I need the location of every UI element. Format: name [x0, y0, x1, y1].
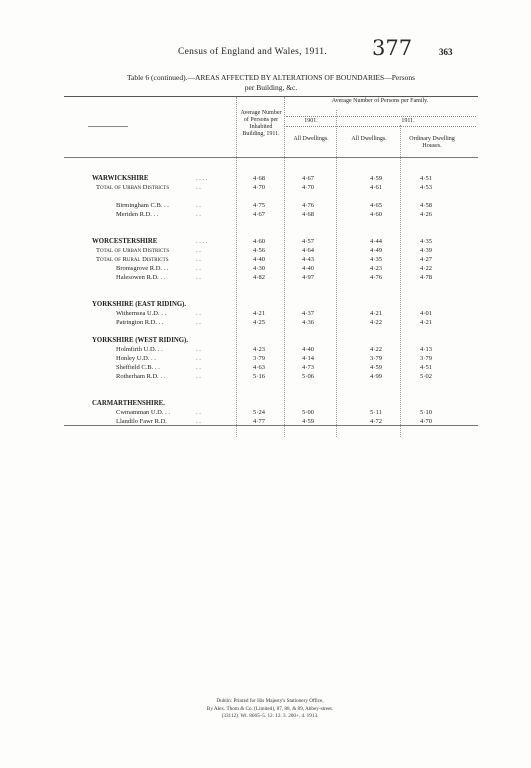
area-name: Birmingham C.B. . .	[116, 202, 169, 209]
value-cell: 4·75	[253, 202, 265, 209]
value-cell: 4·58	[420, 202, 432, 209]
value-cell: 3·79	[370, 355, 382, 362]
table-row	[0, 201, 531, 210]
value-cell: 5·00	[302, 409, 314, 416]
leader-dots: . .	[196, 256, 201, 263]
area-name: Honley U.D. . .	[116, 355, 156, 362]
leader-dots: . .	[196, 211, 201, 218]
value-cell: 4·23	[370, 265, 382, 272]
value-cell: 4·61	[370, 184, 382, 191]
value-cell: 4·21	[420, 319, 432, 326]
value-cell: 4·77	[253, 418, 265, 425]
value-cell: 4·51	[420, 175, 432, 182]
printer-imprint	[150, 698, 390, 721]
area-name: Meriden R.D. . .	[116, 211, 159, 218]
table-row	[0, 354, 531, 363]
value-cell: 4·13	[420, 346, 432, 353]
value-cell: 4·68	[302, 211, 314, 218]
value-cell: 4·49	[370, 247, 382, 254]
table-row	[0, 345, 531, 354]
spacer-row	[0, 390, 531, 399]
table-row	[0, 174, 531, 183]
value-cell: 4·70	[420, 418, 432, 425]
value-cell: 5·24	[253, 409, 265, 416]
spacer-row	[0, 219, 531, 228]
area-name: Sheffield C.B. . .	[116, 364, 160, 371]
value-cell: 4·35	[370, 256, 382, 263]
value-cell: 4·21	[370, 310, 382, 317]
leader-dots: . .	[196, 184, 201, 191]
value-cell: 4·59	[370, 175, 382, 182]
value-cell: 4·27	[420, 256, 432, 263]
leader-dots: . .	[196, 409, 201, 416]
value-cell: 4·65	[370, 202, 382, 209]
value-cell: 4·39	[420, 247, 432, 254]
county-name: WORCESTERSHIRE	[92, 238, 158, 245]
value-cell: 4·14	[302, 355, 314, 362]
county-name: WARWICKSHIRE	[92, 175, 149, 182]
spacer-row	[0, 291, 531, 300]
table-row	[0, 309, 531, 318]
handwritten-page-number: 377	[372, 36, 413, 60]
value-cell: 3·79	[253, 355, 265, 362]
leader-dots: . .	[196, 310, 201, 317]
value-cell: 4·60	[370, 211, 382, 218]
value-cell: 4·78	[420, 274, 432, 281]
table-row	[0, 408, 531, 417]
value-cell: 5·06	[302, 373, 314, 380]
spacer-row	[0, 192, 531, 201]
value-cell: 4·22	[370, 319, 382, 326]
value-cell: 5·10	[420, 409, 432, 416]
col-header-average: Average Number of Persons per Inhabited Building, 1911.	[240, 110, 282, 137]
value-cell: 4·72	[370, 418, 382, 425]
table-row	[0, 237, 531, 246]
value-cell: 4·70	[253, 184, 265, 191]
table-row	[0, 255, 531, 264]
leader-dots: . .	[196, 355, 201, 362]
stub-header-dash	[88, 126, 128, 127]
imprint-line-2: By Alex. Thom & Co. (Limited), 87, 88, & 89, Abbey-street.	[206, 705, 334, 712]
col-header-group: Average Number of Persons per Family.	[331, 98, 429, 104]
area-name: Llandilo Fawr R.D.	[116, 418, 167, 425]
value-cell: 4·67	[302, 175, 314, 182]
value-cell: 4·51	[420, 364, 432, 371]
value-cell: 4·40	[302, 265, 314, 272]
area-name: Total of Urban Districts	[96, 184, 170, 191]
value-cell: 4·30	[253, 265, 265, 272]
table-row	[0, 183, 531, 192]
value-cell: 4·22	[370, 346, 382, 353]
county-name: CARMARTHENSHIRE.	[92, 400, 165, 407]
area-name: Patrington R.D. . .	[116, 319, 164, 326]
value-cell: 4·40	[253, 256, 265, 263]
value-cell: 4·82	[253, 274, 265, 281]
value-cell: 4·56	[253, 247, 265, 254]
table-top-rule	[64, 96, 478, 97]
table-body	[0, 174, 531, 426]
table-row	[0, 264, 531, 273]
printed-page-number: 363	[439, 47, 453, 57]
col-header-all-dwellings-1901: All Dwellings.	[293, 136, 329, 142]
value-cell: 4·37	[302, 310, 314, 317]
area-name: Total of Urban Districts	[96, 247, 170, 254]
area-name: Cwmamman U.D. . .	[116, 409, 170, 416]
leader-dots: . .	[196, 373, 201, 380]
value-cell: 4·01	[420, 310, 432, 317]
value-cell: 5·11	[370, 409, 382, 416]
table-row	[0, 363, 531, 372]
value-cell: 4·68	[253, 175, 265, 182]
value-cell: 4·40	[302, 346, 314, 353]
group-header-rule	[286, 116, 476, 117]
value-cell: 4·60	[253, 238, 265, 245]
value-cell: 4·67	[253, 211, 265, 218]
value-cell: 4·73	[302, 364, 314, 371]
value-cell: 4·99	[370, 373, 382, 380]
value-cell: 4·26	[420, 211, 432, 218]
value-cell: 3·79	[420, 355, 432, 362]
page-header-title: Census of England and Wales, 1911.	[178, 47, 328, 57]
leader-dots: . .	[196, 319, 201, 326]
table-row	[0, 318, 531, 327]
value-cell: 4·64	[302, 247, 314, 254]
leader-dots: . .	[196, 364, 201, 371]
col-header-1911: 1911.	[401, 118, 415, 124]
table-title-line-2: per Building, &c.	[244, 83, 298, 92]
table-row	[0, 336, 531, 345]
year-header-rule	[286, 126, 476, 127]
area-name: Withernsea U.D. . .	[116, 310, 167, 317]
leader-dots: . .	[196, 265, 201, 272]
table-row	[0, 300, 531, 309]
area-name: Rotherham R.D. . .	[116, 373, 166, 380]
spacer-row	[0, 282, 531, 291]
value-cell: 4·76	[302, 202, 314, 209]
imprint-line-1: Dublin: Printed for His Majesty's Stationery Office,	[216, 698, 324, 704]
county-name: YORKSHIRE (WEST RIDING).	[92, 337, 188, 344]
table-bottom-rule	[64, 425, 478, 426]
area-name: Total of Rural Districts	[96, 256, 169, 263]
value-cell: 4·97	[302, 274, 314, 281]
county-name: YORKSHIRE (EAST RIDING).	[92, 301, 187, 308]
leader-dots: . .	[196, 247, 201, 254]
area-name: Halesowen R.D. . .	[116, 274, 166, 281]
leader-dots: . .	[196, 418, 201, 425]
table-row	[0, 399, 531, 408]
area-name: Holmfirth U.D. . .	[116, 346, 163, 353]
value-cell: 4·53	[420, 184, 432, 191]
table-row	[0, 246, 531, 255]
table-title	[64, 73, 478, 93]
value-cell: 5·16	[253, 373, 265, 380]
table-title-line-1: Table 6 (continued).—AREAS AFFECTED BY ALTERATIONS OF BOUNDARIES—Persons	[126, 73, 416, 82]
value-cell: 4·63	[253, 364, 265, 371]
spacer-row	[0, 327, 531, 336]
leader-dots: . .	[196, 274, 201, 281]
leader-dots: . . . .	[196, 238, 208, 245]
value-cell: 4·43	[302, 256, 314, 263]
leader-dots: . .	[196, 346, 201, 353]
value-cell: 4·23	[253, 346, 265, 353]
leader-dots: . . . .	[196, 175, 208, 182]
value-cell: 4·76	[370, 274, 382, 281]
imprint-line-3: (33112). Wt. 8665–5. 12. 12. 3. 200+. 4. 1913.	[221, 713, 319, 719]
table-row	[0, 210, 531, 219]
leader-dots: . .	[196, 202, 201, 209]
spacer-row	[0, 228, 531, 237]
value-cell: 4·59	[370, 364, 382, 371]
value-cell: 5·02	[420, 373, 432, 380]
value-cell: 4·25	[253, 319, 265, 326]
value-cell: 4·70	[302, 184, 314, 191]
value-cell: 4·44	[370, 238, 382, 245]
col-header-all-dwellings-1911: All Dwellings.	[351, 136, 387, 142]
table-row	[0, 372, 531, 381]
header-bottom-rule	[64, 157, 478, 158]
value-cell: 4·22	[420, 265, 432, 272]
table-row	[0, 273, 531, 282]
value-cell: 4·35	[420, 238, 432, 245]
value-cell: 4·36	[302, 319, 314, 326]
value-cell: 4·59	[302, 418, 314, 425]
col-header-ordinary-dwellings: Ordinary Dwelling Houses.	[409, 136, 455, 149]
value-cell: 4·21	[253, 310, 265, 317]
col-header-1901: 1901.	[304, 118, 318, 124]
spacer-row	[0, 381, 531, 390]
area-name: Bromsgrove R.D. . .	[116, 265, 169, 272]
value-cell: 4·57	[302, 238, 314, 245]
